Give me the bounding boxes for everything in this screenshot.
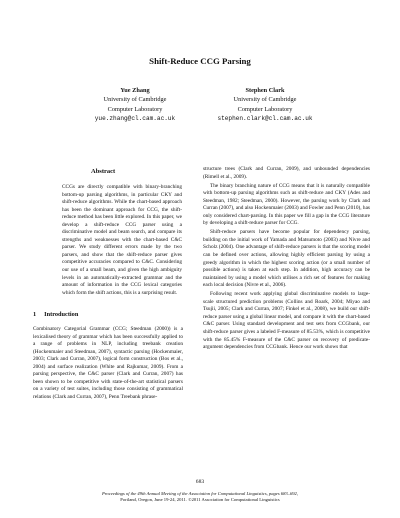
author-affiliation: University of Cambridge bbox=[103, 96, 167, 104]
author-department: Computer Laboratory bbox=[237, 105, 293, 113]
author-email: yue.zhang@cl.cam.ac.uk bbox=[94, 115, 176, 123]
right-column-body bbox=[203, 166, 370, 352]
left-column-body bbox=[33, 326, 183, 401]
body-paragraph: Shift-reduce parsers have become popular for dependency parsing, building on the initial work of Yamada and Matsumoto (2003) and Nivre and Scholz (2004). One advantage of shift-reduce parsers is that the scoring model can be defined over actions, allowing highly efficient parsing by using a greedy algorithm in which the highest scoring action (or a small number of possible actions) is taken at each step. In addition, high accuracy can be maintained by using a model which utilises a rich set of features for making each local decision (Nivre et al., 2006). bbox=[203, 229, 370, 289]
body-paragraph: The binary branching nature of CCG means that it is naturally compatible with bottom-up parsing algorithms such as shift-reduce and CKY (Ades and Steedman, 1982; Steedman, 2000). However, the parsing work by Clark and Curran (2007), and also Hockenmaier (2003) and Fowler and Penn (2010), has only considered chart-parsing. In this paper we fill a gap in the CCG literature by developing a shift-reduce parser for CCG. bbox=[203, 182, 370, 227]
proceedings-footer bbox=[0, 491, 400, 503]
body-paragraph: structure trees (Clark and Curran, 2009), and unbounded dependencies (Rimell et al., 2009). bbox=[203, 166, 370, 180]
page-number: 683 bbox=[195, 479, 205, 485]
footer-venue: Proceedings of the 49th Annual Meeting of the Association for Computational Linguistics, pages 683–692, bbox=[101, 491, 299, 496]
abstract-paragraph: CCGs are directly compatible with binary-branching bottom-up parsing algorithms, in particular CKY and shift-reduce algorithms. While the chart-based approach has been the dominant approach for CCG, the shift-reduce method has been little explored. In this paper, we develop a shift-reduce CCG parser using a discriminative model and beam search, and compare its strengths and weaknesses with the chart-based C&C parser. We study different errors made by the two parsers, and show that the shift-reduce parser gives competitive accuracies compared to C&C. Considering our use of a small beam, and given the high ambiguity levels in an automatically-extracted grammar and the amount of information in the CCG lexical categories which form the shift actions, this is a surprising result. bbox=[62, 184, 182, 296]
section-number: 1 bbox=[33, 311, 37, 318]
section-heading bbox=[33, 311, 78, 318]
author-block-clark bbox=[200, 86, 330, 124]
section-title: Introduction bbox=[44, 311, 79, 318]
author-block-zhang bbox=[70, 86, 200, 124]
abstract-text bbox=[62, 184, 182, 297]
author-name: Yue Zhang bbox=[120, 87, 150, 94]
intro-paragraph: Combinatory Categorial Grammar (CCG; Steedman (2000)) is a lexicalised theory of grammar which has been successfully applied to a range of problems in NLP, including treebank creation (Hockenmaier and Steedman, 2007), syntactic parsing (Hockenmaier, 2003; Clark and Curran, 2007), logical form construction (Bos et al., 2004) and surface realization (White and Rajkumar, 2009). From a parsing perspective, the C&C parser (Clark and Curran, 2007) has been shown to be competitive with state-of-the-art statistical parsers on a variety of test suites, including those consisting of grammatical relations (Clark and Curran, 2007), Penn Treebank phrase- bbox=[33, 326, 183, 400]
author-affiliation: University of Cambridge bbox=[233, 96, 297, 104]
author-email: stephen.clark@cl.cam.ac.uk bbox=[217, 115, 313, 123]
author-name: Stephen Clark bbox=[245, 87, 285, 94]
abstract-heading: Abstract bbox=[91, 168, 116, 175]
paper-title: Shift-Reduce CCG Parsing bbox=[149, 56, 251, 66]
author-department: Computer Laboratory bbox=[107, 105, 163, 113]
body-paragraph: Following recent work applying global discriminative models to large-scale structured prediction problems (Collins and Roark, 2004; Miyao and Tsujii, 2005; Clark and Curran, 2007; Finkel et al., 2008), we build our shift-reduce parser using a global linear model, and compare it with the chart-based C&C parser. Using standard development and test sets from CCGbank, our shift-reduce parser gives a labeled F-measure of 85.53%, which is competitive with the 85.45% F-measure of the C&C parser on recovery of predicate-argument dependencies from CCGbank. Hence our work shows that bbox=[203, 291, 370, 351]
footer-location: Portland, Oregon, June 19-24, 2011. ©2011 Association for Computational Linguistics bbox=[120, 497, 280, 503]
